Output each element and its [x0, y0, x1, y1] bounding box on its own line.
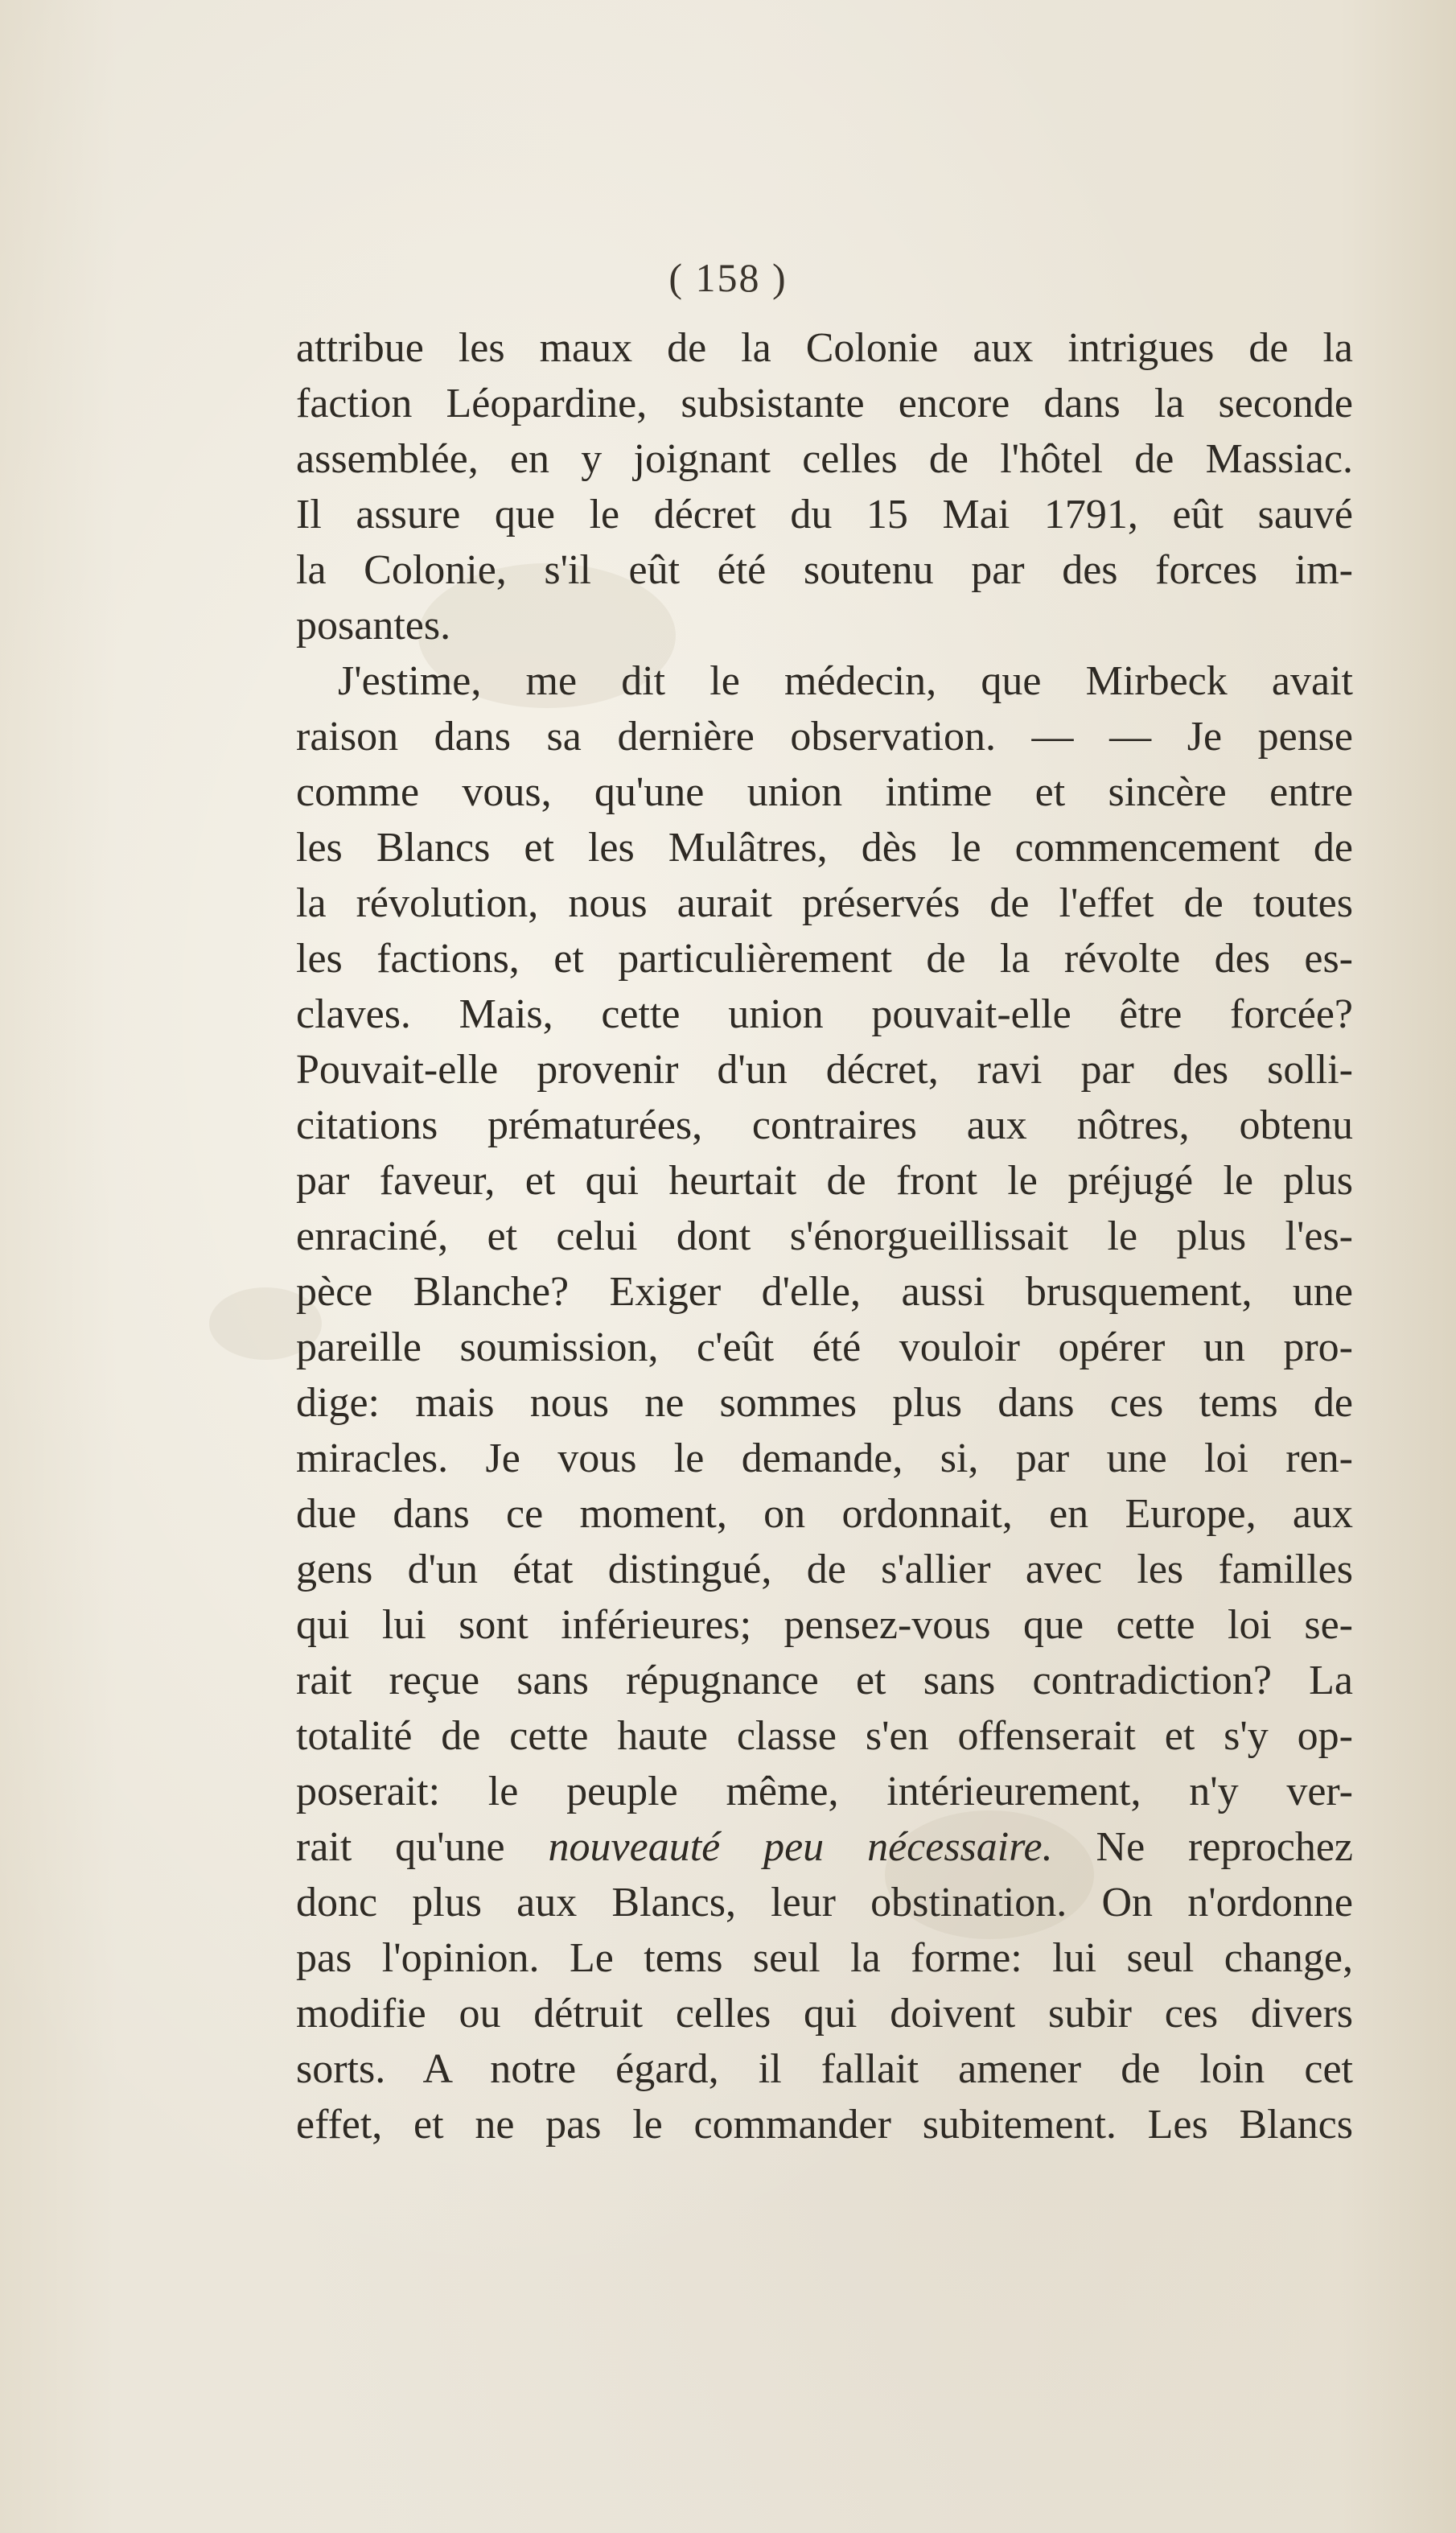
- text-line: par faveur, et qui heurtait de front le préjugé le plus: [296, 1158, 1353, 1204]
- text-line: citations prématurées, contraires aux nôtres, obtenu: [296, 1102, 1353, 1148]
- text-line: poserait: le peuple même, intérieurement, n'y ver-: [296, 1769, 1353, 1814]
- text-line: comme vous, qu'une union intime et sincère entre: [296, 769, 1353, 815]
- text-line: gens d'un état distingué, de s'allier avec les familles: [296, 1547, 1353, 1592]
- text-line: due dans ce moment, on ordonnait, en Europe, aux: [296, 1491, 1353, 1537]
- body-text: [296, 320, 1353, 2152]
- text-line-with-italic: [296, 1819, 1353, 1875]
- text-line: pareille soumission, c'eût été vouloir opérer un pro-: [296, 1324, 1353, 1370]
- text-line: pèce Blanche? Exiger d'elle, aussi brusquement, une: [296, 1269, 1353, 1315]
- text-line: enraciné, et celui dont s'énorgueillissait le plus l'es-: [296, 1213, 1353, 1259]
- text-line: Pouvait-elle provenir d'un décret, ravi par des solli-: [296, 1047, 1353, 1093]
- text-line: J'estime, me dit le médecin, que Mirbeck avait: [338, 658, 1353, 704]
- text-line: claves. Mais, cette union pouvait-elle être forcée?: [296, 991, 1353, 1037]
- text-line: la révolution, nous aurait préservés de l'effet de toutes: [296, 880, 1353, 926]
- text-line: qui lui sont inférieures; pensez-vous que cette loi se-: [296, 1602, 1353, 1648]
- text-segment: rait qu'une: [296, 1824, 549, 1870]
- text-line: totalité de cette haute classe s'en offenserait et s'y op-: [296, 1713, 1353, 1759]
- text-line: miracles. Je vous le demande, si, par une loi ren-: [296, 1435, 1353, 1481]
- text-line: la Colonie, s'il eût été soutenu par des forces im-: [296, 547, 1353, 593]
- text-line: pas l'opinion. Le tems seul la forme: lui seul change,: [296, 1935, 1353, 1981]
- text-line: raison dans sa dernière observation. — — Je pense: [296, 714, 1353, 760]
- text-line: effet, et ne pas le commander subitement. Les Blancs: [296, 2102, 1353, 2148]
- text-line: assemblée, en y joignant celles de l'hôtel de Massiac.: [296, 436, 1353, 482]
- page-number: ( 158 ): [668, 255, 788, 300]
- text-line: donc plus aux Blancs, leur obstination. On n'ordonne: [296, 1880, 1353, 1925]
- text-line: faction Léopardine, subsistante encore dans la seconde: [296, 381, 1353, 426]
- text-line: sorts. A notre égard, il fallait amener de loin cet: [296, 2046, 1353, 2092]
- italic-phrase: nouveauté peu nécessaire.: [548, 1824, 1053, 1870]
- text-line: posantes.: [296, 603, 451, 649]
- text-segment: Ne reprochez: [1052, 1824, 1353, 1870]
- text-line: rait reçue sans répugnance et sans contradiction? La: [296, 1658, 1353, 1703]
- text-line: les Blancs et les Mulâtres, dès le commencement de: [296, 825, 1353, 871]
- text-line: les factions, et particulièrement de la révolte des es-: [296, 936, 1353, 982]
- text-line: modifie ou détruit celles qui doivent subir ces divers: [296, 1991, 1353, 2037]
- text-line: Il assure que le décret du 15 Mai 1791, eût sauvé: [296, 492, 1353, 537]
- text-line: attribue les maux de la Colonie aux intrigues de la: [296, 325, 1353, 371]
- text-line: dige: mais nous ne sommes plus dans ces tems de: [296, 1380, 1353, 1426]
